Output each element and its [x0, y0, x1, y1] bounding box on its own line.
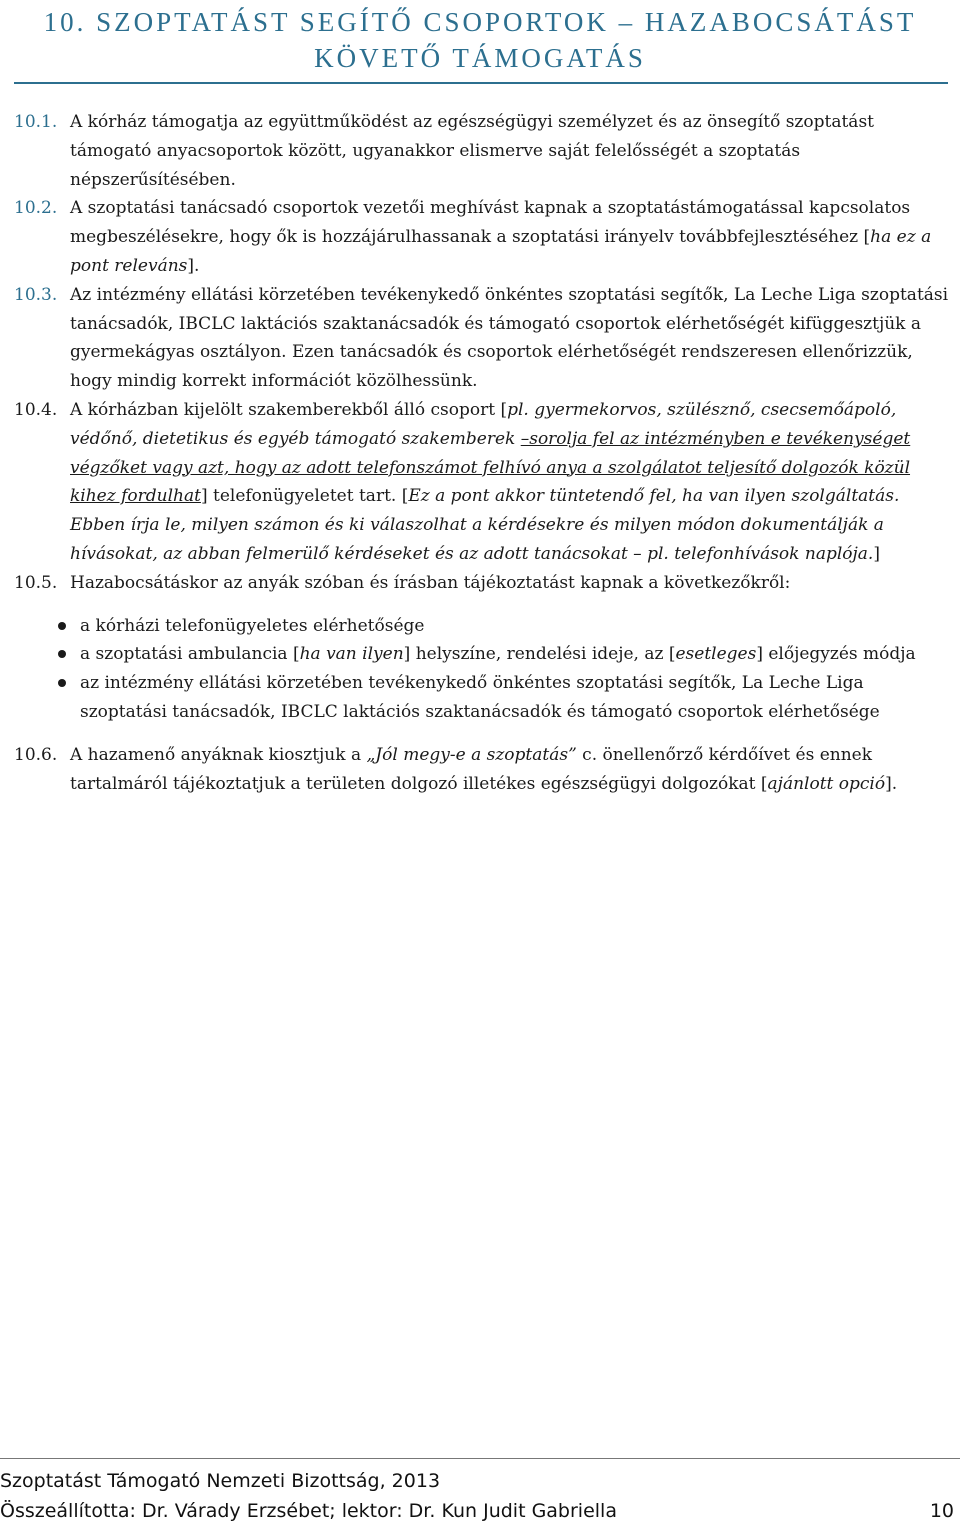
list-item-text: a szoptatási ambulancia [	[80, 644, 300, 665]
section-text: A kórház támogatja az együttműködést az egészségügyi személyzet és az önsegítő szoptatást támogató anyacsoportok között, ugyanakkor elismerve saját felelősségét a szoptatás népszerűsítésében.	[70, 112, 874, 190]
page-title-line-2: KÖVETŐ TÁMOGATÁS	[314, 43, 646, 73]
section-note-underlined: –sorolja fel az intézményben e tevékenységet végzőket vagy azt, hogy az adott telefonszámot felhívó anya a szolgálatot teljesítő dolgozók közül kihez fordulhat	[70, 428, 911, 507]
section-10-1	[14, 108, 954, 194]
page-title	[0, 4, 960, 76]
footer-organization: Szoptatást Támogató Nemzeti Bizottság, 2013	[0, 1470, 441, 1492]
list-item	[14, 640, 954, 669]
info-bullet-list	[14, 612, 954, 727]
section-note: ha ez a pont releváns	[70, 227, 932, 276]
list-item-text-mid: ] helyszíne, rendelési ideje, az [	[403, 644, 676, 665]
section-number: 10.6.	[14, 744, 58, 765]
section-text: A kórházban kijelölt szakemberekből álló csoport [	[70, 399, 508, 420]
title-divider	[14, 82, 948, 84]
list-item	[14, 612, 954, 641]
section-text-tail: ].	[885, 773, 898, 794]
section-10-3	[14, 281, 954, 396]
questionnaire-title: „Jól megy-e a szoptatás”	[366, 744, 577, 765]
section-10-2	[14, 194, 954, 280]
section-text: A szoptatási tanácsadó csoportok vezetői meghívást kapnak a szoptatástámogatással kapcsolatos megbeszélésekre, hogy ők is hozzájárulhassanak a szoptatási irányelv továbbfejlesztéséhez [	[70, 198, 911, 248]
section-note-2: Ez a pont akkor tüntetendő fel, ha van ilyen szolgáltatás. Ebben írja le, milyen számon és ki válaszolhat a kérdésekre és milyen módon dokumentálják a hívásokat, az abban felmerülő kérdéseket és az adott tanácsokat – pl. telefonhívások naplója.	[70, 486, 900, 564]
section-10-6	[14, 741, 954, 799]
page-footer	[0, 1466, 960, 1526]
section-text: A hazamenő anyáknak kiosztjuk a	[70, 744, 367, 765]
section-10-5	[14, 569, 954, 598]
list-item-note-2: esetleges	[675, 644, 757, 665]
page-number: 10	[929, 1500, 954, 1522]
section-text-tail: ]	[873, 543, 880, 564]
section-text: Hazabocsátáskor az anyák szóban és írásban tájékoztatást kapnak a következőkről:	[70, 572, 791, 593]
section-text-mid: c. önellenőrző kérdőívet és ennek tartalmáról tájékoztatjuk a területen dolgozó illetékes egészségügyi dolgozókat [	[70, 744, 873, 794]
section-number: 10.1.	[14, 112, 58, 132]
section-note: pl. gyermekorvos, szülésznő, csecsemőápoló, védőnő, dietetikus és egyéb támogató szakemberek	[70, 399, 897, 449]
section-note: ajánlott opció	[767, 773, 886, 794]
section-number: 10.5.	[14, 572, 58, 593]
section-text-mid: ] telefonügyeletet tart. [	[200, 486, 409, 507]
page-title-line-1: 10. SZOPTATÁST SEGÍTŐ CSOPORTOK – HAZABOCSÁTÁST	[43, 7, 917, 37]
section-number: 10.2.	[14, 198, 58, 219]
list-item-note: ha van ilyen	[299, 644, 404, 665]
section-text-tail: ].	[187, 255, 200, 276]
section-number: 10.3.	[14, 284, 58, 305]
footer-row-1	[0, 1466, 960, 1496]
section-text: Az intézmény ellátási körzetében tevékenykedő önkéntes szoptatási segítők, La Leche Liga szoptatási tanácsadók, IBCLC laktációs szaktanácsadók és támogató csoportok elérhetőségét kifüggesztjük a gyermekágyas osztályon. Ezen tanácsadók és csoportok elérhetőségét rendszeresen ellenőrizzük, hogy mindig korrekt információt közölhessünk.	[70, 284, 949, 392]
section-number: 10.4.	[14, 399, 58, 420]
footer-row-2	[0, 1496, 960, 1526]
list-item-text-tail: ] előjegyzés módja	[756, 644, 916, 665]
document-body	[14, 108, 954, 798]
list-item-text: a kórházi telefonügyeletes elérhetősége	[80, 615, 425, 636]
footer-authors: Összeállította: Dr. Várady Erzsébet; lektor: Dr. Kun Judit Gabriella	[0, 1500, 617, 1522]
list-item	[14, 669, 954, 727]
section-10-4	[14, 396, 954, 569]
footer-divider	[0, 1458, 960, 1459]
list-item-text: az intézmény ellátási körzetében tevékenykedő önkéntes szoptatási segítők, La Leche Liga szoptatási tanácsadók, IBCLC laktációs szaktanácsadók és támogató csoportok elérhetősége	[80, 673, 880, 722]
